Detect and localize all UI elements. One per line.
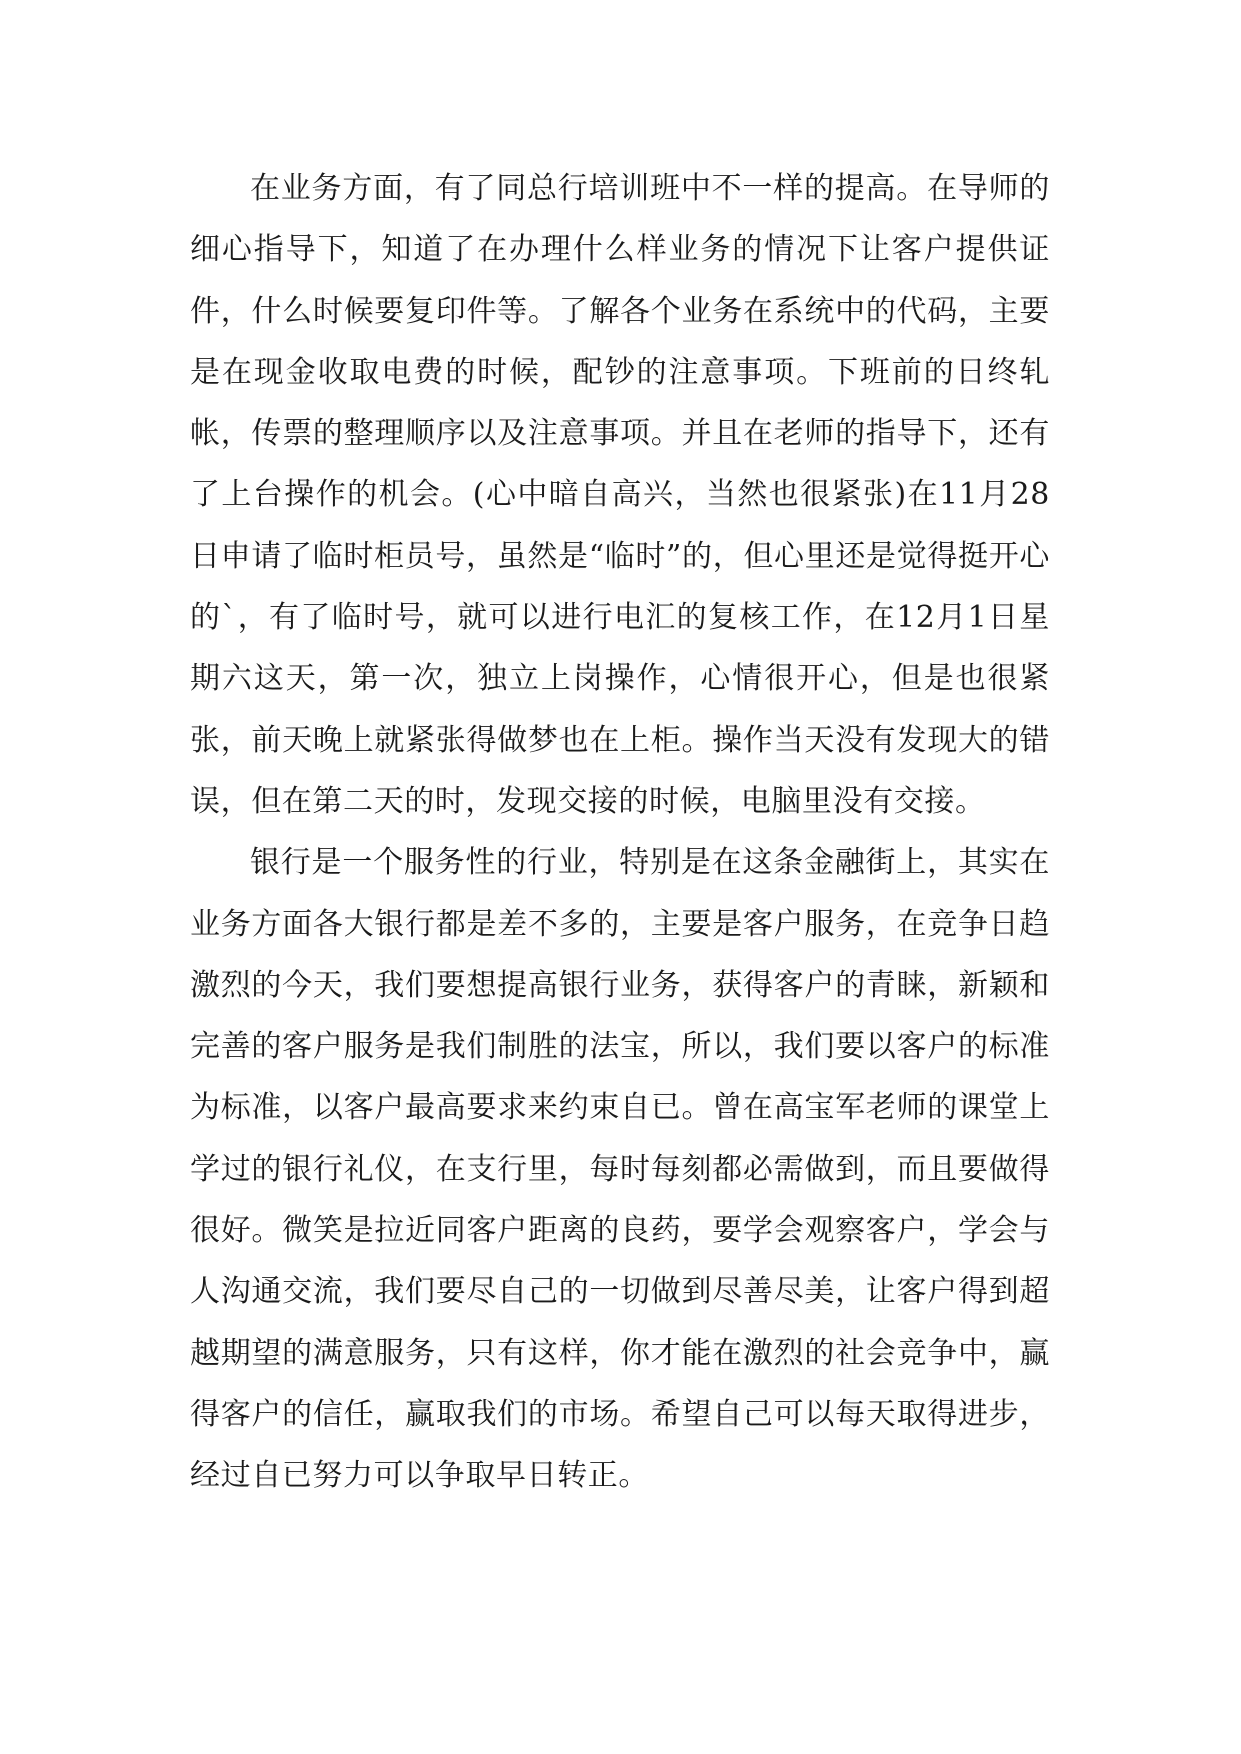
paragraph-business-training: 在业务方面，有了同总行培训班中不一样的提高。在导师的细心指导下，知道了在办理什么样业务的情况下让客户提供证件，什么时候要复印件等。了解各个业务在系统中的代码，主要是在现金收取电费的时候，配钞的注意事项。下班前的日终轧帐，传票的整理顺序以及注意事项。并且在老师的指导下，还有了上台操作的机会。(心中暗自高兴，当然也很紧张)在11月28日申请了临时柜员号，虽然是“临时”的，但心里还是觉得挺开心的`，有了临时号，就可以进行电汇的复核工作，在12月1日星期六这天，第一次，独立上岗操作，心情很开心，但是也很紧张，前天晚上就紧张得做梦也在上柜。操作当天没有发现大的错误，但在第二天的时，发现交接的时候，电脑里没有交接。 — [190, 171, 1050, 819]
paragraph-customer-service: 银行是一个服务性的行业，特别是在这条金融街上，其实在业务方面各大银行都是差不多的，主要是客户服务，在竞争日趋激烈的今天，我们要想提高银行业务，获得客户的青睐，新颖和完善的客户服务是我们制胜的法宝，所以，我们要以客户的标准为标准，以客户最高要求来约束自已。曾在高宝军老师的课堂上学过的银行礼仪，在支行里，每时每刻都必需做到，而且要做得很好。微笑是拉近同客户距离的良药，要学会观察客户，学会与人沟通交流，我们要尽自己的一切做到尽善尽美，让客户得到超越期望的满意服务，只有这样，你才能在激烈的社会竞争中，赢得客户的信任，赢取我们的市场。希望自己可以每天取得进步，经过自已努力可以争取早日转正。 — [190, 845, 1050, 1494]
document-body — [190, 158, 1050, 1507]
